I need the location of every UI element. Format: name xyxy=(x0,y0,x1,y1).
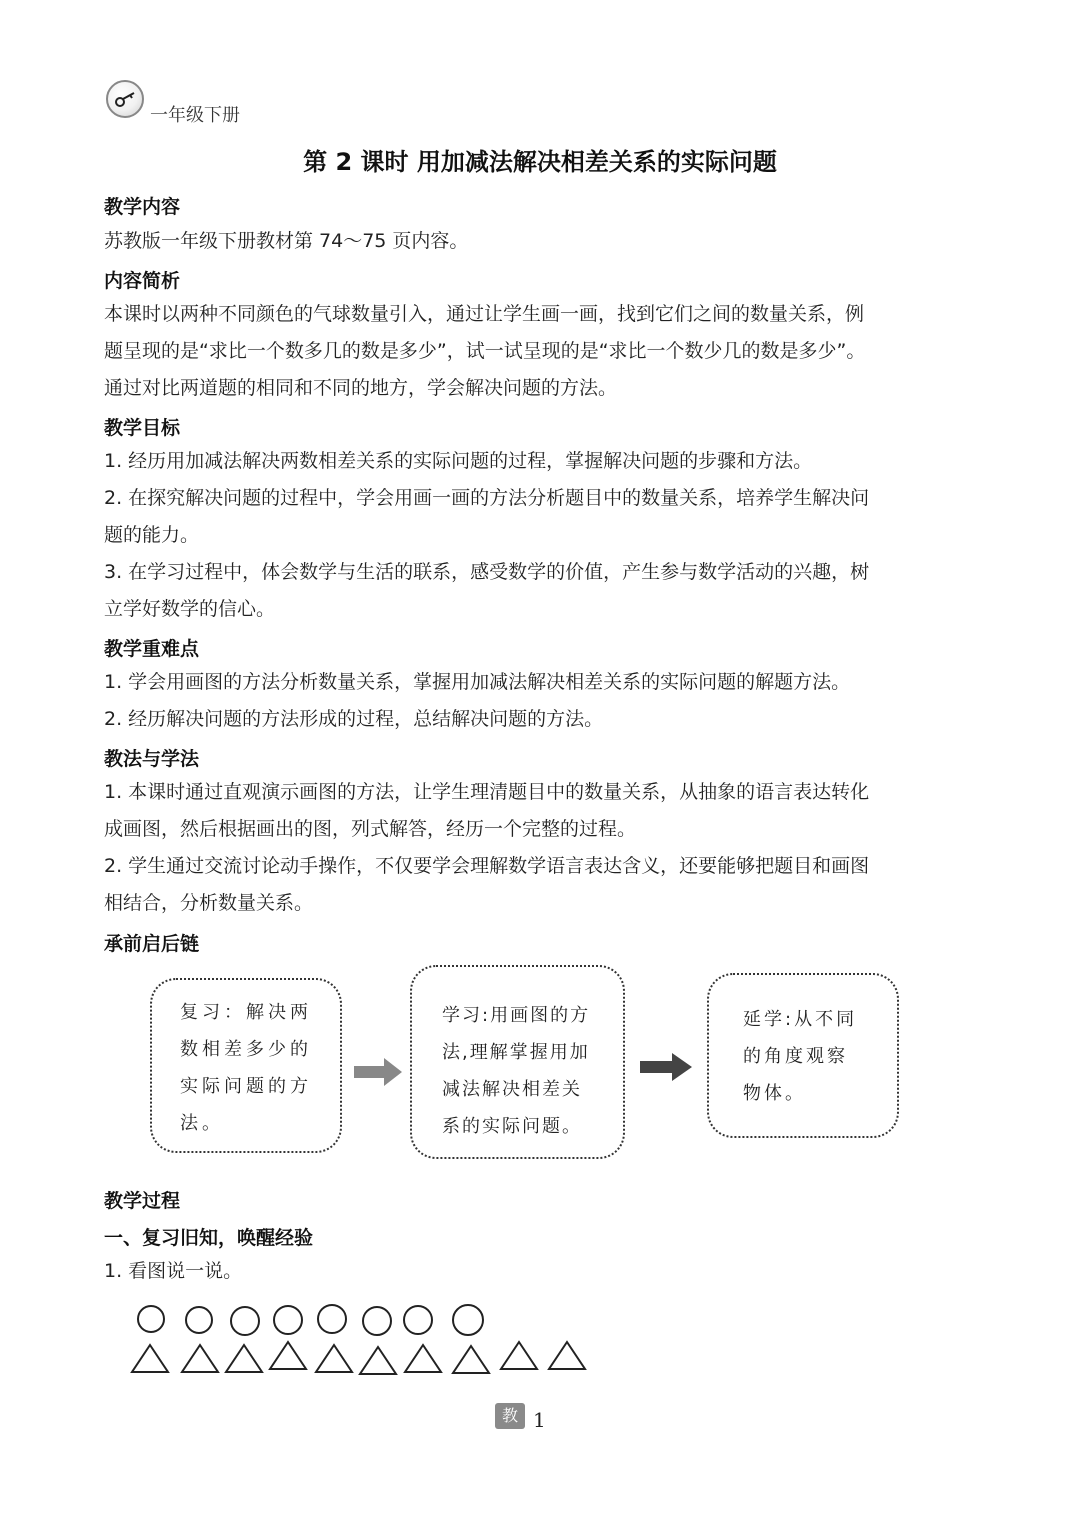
right-arrow-icon xyxy=(640,1053,692,1081)
circle-shape xyxy=(404,1306,432,1334)
paragraph-line: 通过对比两道题的相同和不同的地方，学会解决问题的方法。 xyxy=(104,377,618,399)
page-number: 1 xyxy=(533,1408,546,1432)
circle-shape xyxy=(363,1307,391,1335)
paragraph-line: 1. 学会用画图的方法分析数量关系，掌握用加减法解决相差关系的实际问题的解题方法。 xyxy=(104,671,851,693)
chain-box-extend xyxy=(707,973,899,1138)
circle-shape xyxy=(453,1305,483,1335)
chain-box-line: 法。 xyxy=(180,1113,224,1134)
chain-box-line: 物体。 xyxy=(743,1083,806,1104)
keypoints-text xyxy=(104,664,978,738)
chain-box-line: 学习:用画图的方 xyxy=(442,1005,591,1026)
chain-box-line: 减法解决相差关 xyxy=(442,1079,582,1100)
paragraph-line: 2. 经历解决问题的方法形成的过程，总结解决问题的方法。 xyxy=(104,708,604,730)
heading-analysis: 内容简析 xyxy=(104,270,181,292)
right-arrow-icon xyxy=(354,1058,402,1086)
paragraph-line: 题呈现的是“求比一个数多几的数是多少”，试一试呈现的是“求比一个数少几的数是多少”。 xyxy=(104,340,866,362)
process-item-1: 1. 看图说一说。 xyxy=(104,1260,243,1282)
triangle-shape xyxy=(405,1345,441,1372)
triangle-shape xyxy=(360,1347,396,1374)
methods-text xyxy=(104,774,978,922)
paragraph-line: 立学好数学的信心。 xyxy=(104,598,276,620)
triangle-shape xyxy=(132,1345,168,1372)
heading-content: 教学内容 xyxy=(104,196,181,218)
heading-chain: 承前启后链 xyxy=(104,933,200,955)
chain-box-line: 的角度观察 xyxy=(743,1046,848,1067)
triangle-shape xyxy=(182,1345,218,1372)
heading-process: 教学过程 xyxy=(104,1190,181,1212)
circle-shape xyxy=(318,1305,346,1333)
triangle-shape xyxy=(501,1342,537,1369)
chain-box-learn xyxy=(410,965,625,1159)
analysis-text xyxy=(104,296,978,407)
paragraph-line: 题的能力。 xyxy=(104,524,200,546)
grade-label: 一年级下册 xyxy=(150,105,240,126)
chain-box-line: 系的实际问题。 xyxy=(442,1116,582,1137)
chain-box-line: 复习：解决两 xyxy=(180,1002,312,1023)
shapes-figure xyxy=(120,1300,600,1380)
triangle-shape xyxy=(453,1346,489,1373)
paragraph-line: 1. 经历用加减法解决两数相差关系的实际问题的过程，掌握解决问题的步骤和方法。 xyxy=(104,450,813,472)
chain-box-line: 法,理解掌握用加 xyxy=(442,1042,590,1063)
triangle-shape xyxy=(226,1345,262,1372)
circle-shape xyxy=(138,1306,164,1332)
page-title: 第 2 课时 用加减法解决相差关系的实际问题 xyxy=(303,148,777,176)
content-text: 苏教版一年级下册教材第 74～75 页内容。 xyxy=(104,230,469,252)
page-badge: 教 xyxy=(495,1403,525,1429)
triangle-shape xyxy=(549,1342,585,1369)
circle-shape xyxy=(231,1307,259,1335)
heading-goals: 教学目标 xyxy=(104,417,181,439)
chain-box-review xyxy=(150,978,342,1153)
heading-methods: 教法与学法 xyxy=(104,748,200,770)
chain-box-line: 实际问题的方 xyxy=(180,1076,312,1097)
paragraph-line: 3. 在学习过程中，体会数学与生活的联系，感受数学的价值，产生参与数学活动的兴趣，树 xyxy=(104,561,870,583)
triangle-shape xyxy=(270,1342,306,1369)
key-icon xyxy=(114,91,138,109)
subheading-review: 一、复习旧知，唤醒经验 xyxy=(104,1227,314,1249)
paragraph-line: 本课时以两种不同颜色的气球数量引入，通过让学生画一画，找到它们之间的数量关系，例 xyxy=(104,303,865,325)
circle-shape xyxy=(274,1306,302,1334)
chain-box-line: 数相差多少的 xyxy=(180,1039,312,1060)
circle-shape xyxy=(186,1307,212,1333)
paragraph-line: 相结合，分析数量关系。 xyxy=(104,892,314,914)
paragraph-line: 1. 本课时通过直观演示画图的方法，让学生理清题目中的数量关系，从抽象的语言表达转化 xyxy=(104,781,870,803)
paragraph-line: 2. 学生通过交流讨论动手操作，不仅要学会理解数学语言表达含义，还要能够把题目和画图 xyxy=(104,855,870,877)
paragraph-line: 成画图，然后根据画出的图，列式解答，经历一个完整的过程。 xyxy=(104,818,637,840)
key-logo xyxy=(106,80,144,118)
heading-keypoints: 教学重难点 xyxy=(104,638,200,660)
goals-text xyxy=(104,443,978,628)
chain-box-line: 延学:从不同 xyxy=(743,1009,858,1030)
triangle-shape xyxy=(316,1345,352,1372)
paragraph-line: 2. 在探究解决问题的过程中，学会用画一画的方法分析题目中的数量关系，培养学生解决问 xyxy=(104,487,870,509)
